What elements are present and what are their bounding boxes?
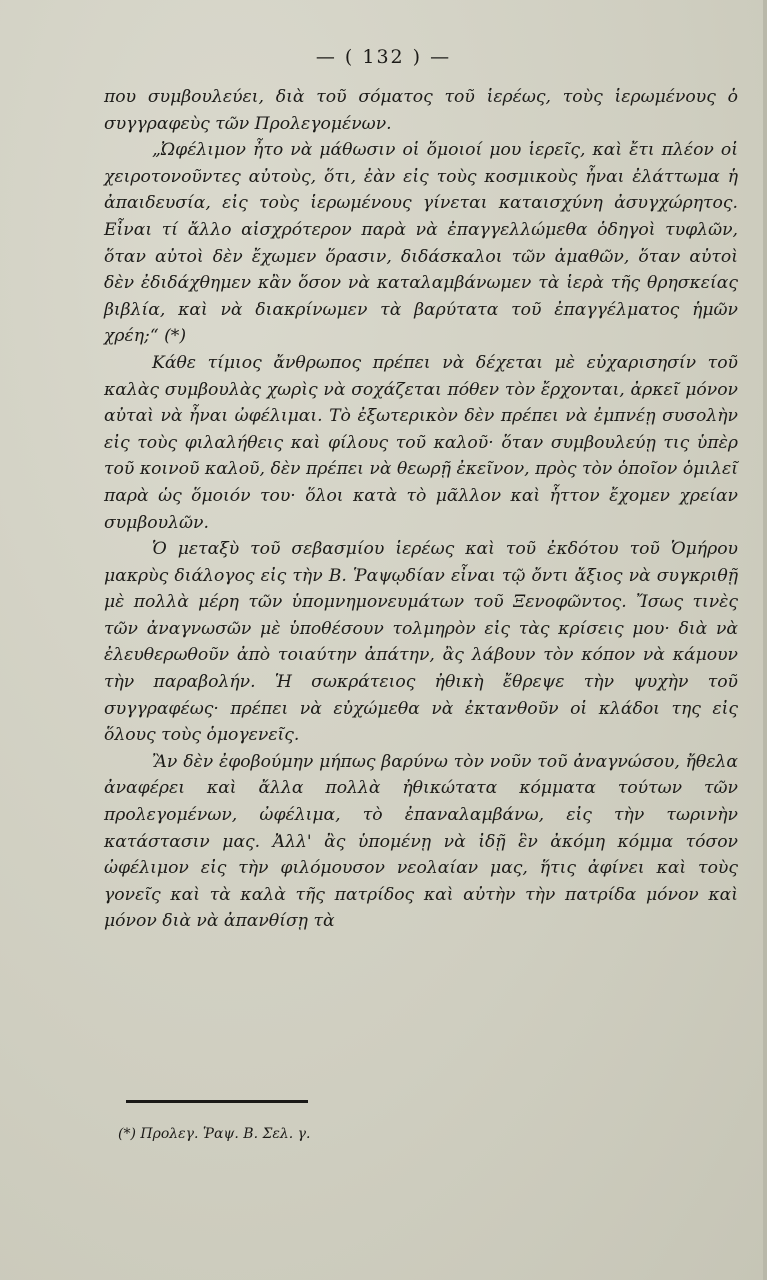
paragraph-5: Ἂν δὲν ἐφοβούμην μήπως βαρύνω τὸν νοῦν τοῦ ἀναγνώσου, ἤθελα ἀναφέρει καὶ ἄλλα πολλὰ ἠθικώτατα κόμματα τούτων τῶν προλεγομένων, ὠφέλιμα, τὸ ἐπαναλαμβάνω, εἰς τὴν τωρινὴν κατάστασιν μας. Ἀλλ' ἂς ὑπομένῃ νὰ ἰδῇ ἓν ἀκόμη κόμμα τόσον ὠφέλιμον εἰς τὴν φιλόμουσον νεολαίαν μας, ἥτις ἀφίνει καὶ τοὺς γονεῖς καὶ τὰ καλὰ τῆς πατρίδος καὶ αὐτὴν τὴν πατρίδα μόνον καὶ μόνον διὰ νὰ ἀπανθίσῃ τὰ xyxy=(104,751,738,932)
page-edge xyxy=(763,0,767,1280)
paragraph-2: „Ὠφέλιμον ἦτο νὰ μάθωσιν οἱ ὅμοιοί μου ἱερεῖς, καὶ ἔτι πλέον οἱ χειροτονοῦντες αὐτοὺς, ὅτι, ἐὰν εἰς τοὺς κοσμικοὺς ἦναι ἐλάττωμα ἡ ἀπαιδευσία, εἰς τοὺς ἱερωμένους γίνεται καταισχύνη ἀσυγχώρητος. Εἶναι τί ἄλλο αἰσχρότερον παρὰ νὰ ἐπαγγελλώμεθα ὁδηγοὶ τυφλῶν, ὅταν αὐτοὶ δὲν ἔχωμεν ὅρασιν, διδάσκαλοι τῶν ἀμαθῶν, ὅταν αὐτοὶ δὲν ἐδιδάχθημεν κἂν ὅσον νὰ καταλαμβάνωμεν τὰ ἱερὰ τῆς θρησκείας βιβλία, καὶ νὰ διακρίνωμεν τὰ βαρύτατα τοῦ ἐπαγγέλματος ἡμῶν χρέη;“ (*) xyxy=(104,140,738,347)
paragraph-4: Ὁ μεταξὺ τοῦ σεβασμίου ἱερέως καὶ τοῦ ἐκδότου τοῦ Ὁμήρου μακρὺς διάλογος εἰς τὴν Β. Ῥαψῳδίαν εἶναι τῷ ὄντι ἄξιος νὰ συγκριθῇ μὲ πολλὰ μέρη τῶν ὑπομνημονευμάτων τοῦ Ξενοφῶντος. Ἴσως τινὲς τῶν ἀναγνωσῶν μὲ ὑποθέσουν τολμηρὸν εἰς τὰς κρίσεις μου· διὰ νὰ ἐλευθερωθοῦν ἀπὸ τοιαύτην ἀπάτην, ἂς λάβουν τὸν κόπον νὰ κάμουν τὴν παραβολήν. Ἡ σωκράτειος ἠθικὴ ἔθρεψε τὴν ψυχὴν τοῦ συγγραφέως· πρέπει νὰ εὐχώμεθα νὰ ἐκτανθοῦν οἱ κλάδοι της εἰς ὅλους τοὺς ὁμογενεῖς. xyxy=(104,539,738,746)
paragraph-3: Κάθε τίμιος ἄνθρωπος πρέπει νὰ δέχεται μὲ εὐχαρισησίν τοῦ καλὰς συμβουλὰς χωρὶς νὰ σοχάζεται πόθεν τὸν ἔρχονται, ἀρκεῖ μόνον αὐταὶ νὰ ἦναι ὠφέλιμαι. Τὸ ἐξωτερικὸν δὲν πρέπει νὰ ἐμπνέῃ συσολὴν εἰς τοὺς φιλαλήθεις καὶ φίλους τοῦ καλοῦ· ὅταν συμβουλεύῃ τις ὑπὲρ τοῦ κοινοῦ καλοῦ, δὲν πρέπει νὰ θεωρῇ ἐκεῖνον, πρὸς τὸν ὁποῖον ὁμιλεῖ παρὰ ὡς ὅμοιόν του· ὅλοι κατὰ τὸ μᾶλλον καὶ ἧττον ἔχομεν χρείαν συμβουλῶν. xyxy=(104,352,738,533)
page-number-header: — ( 132 ) — xyxy=(315,46,452,68)
footnote-rule xyxy=(126,1100,308,1103)
footnote: (*) Προλεγ. Ῥαψ. Β. Σελ. γ. xyxy=(118,1126,311,1142)
paragraph-1: που συμβουλεύει, διὰ τοῦ σόματος τοῦ ἱερέως, τοὺς ἱερωμένους ὁ συγγραφεὺς τῶν Προλεγομένων. xyxy=(104,87,738,134)
body-text xyxy=(104,84,738,935)
